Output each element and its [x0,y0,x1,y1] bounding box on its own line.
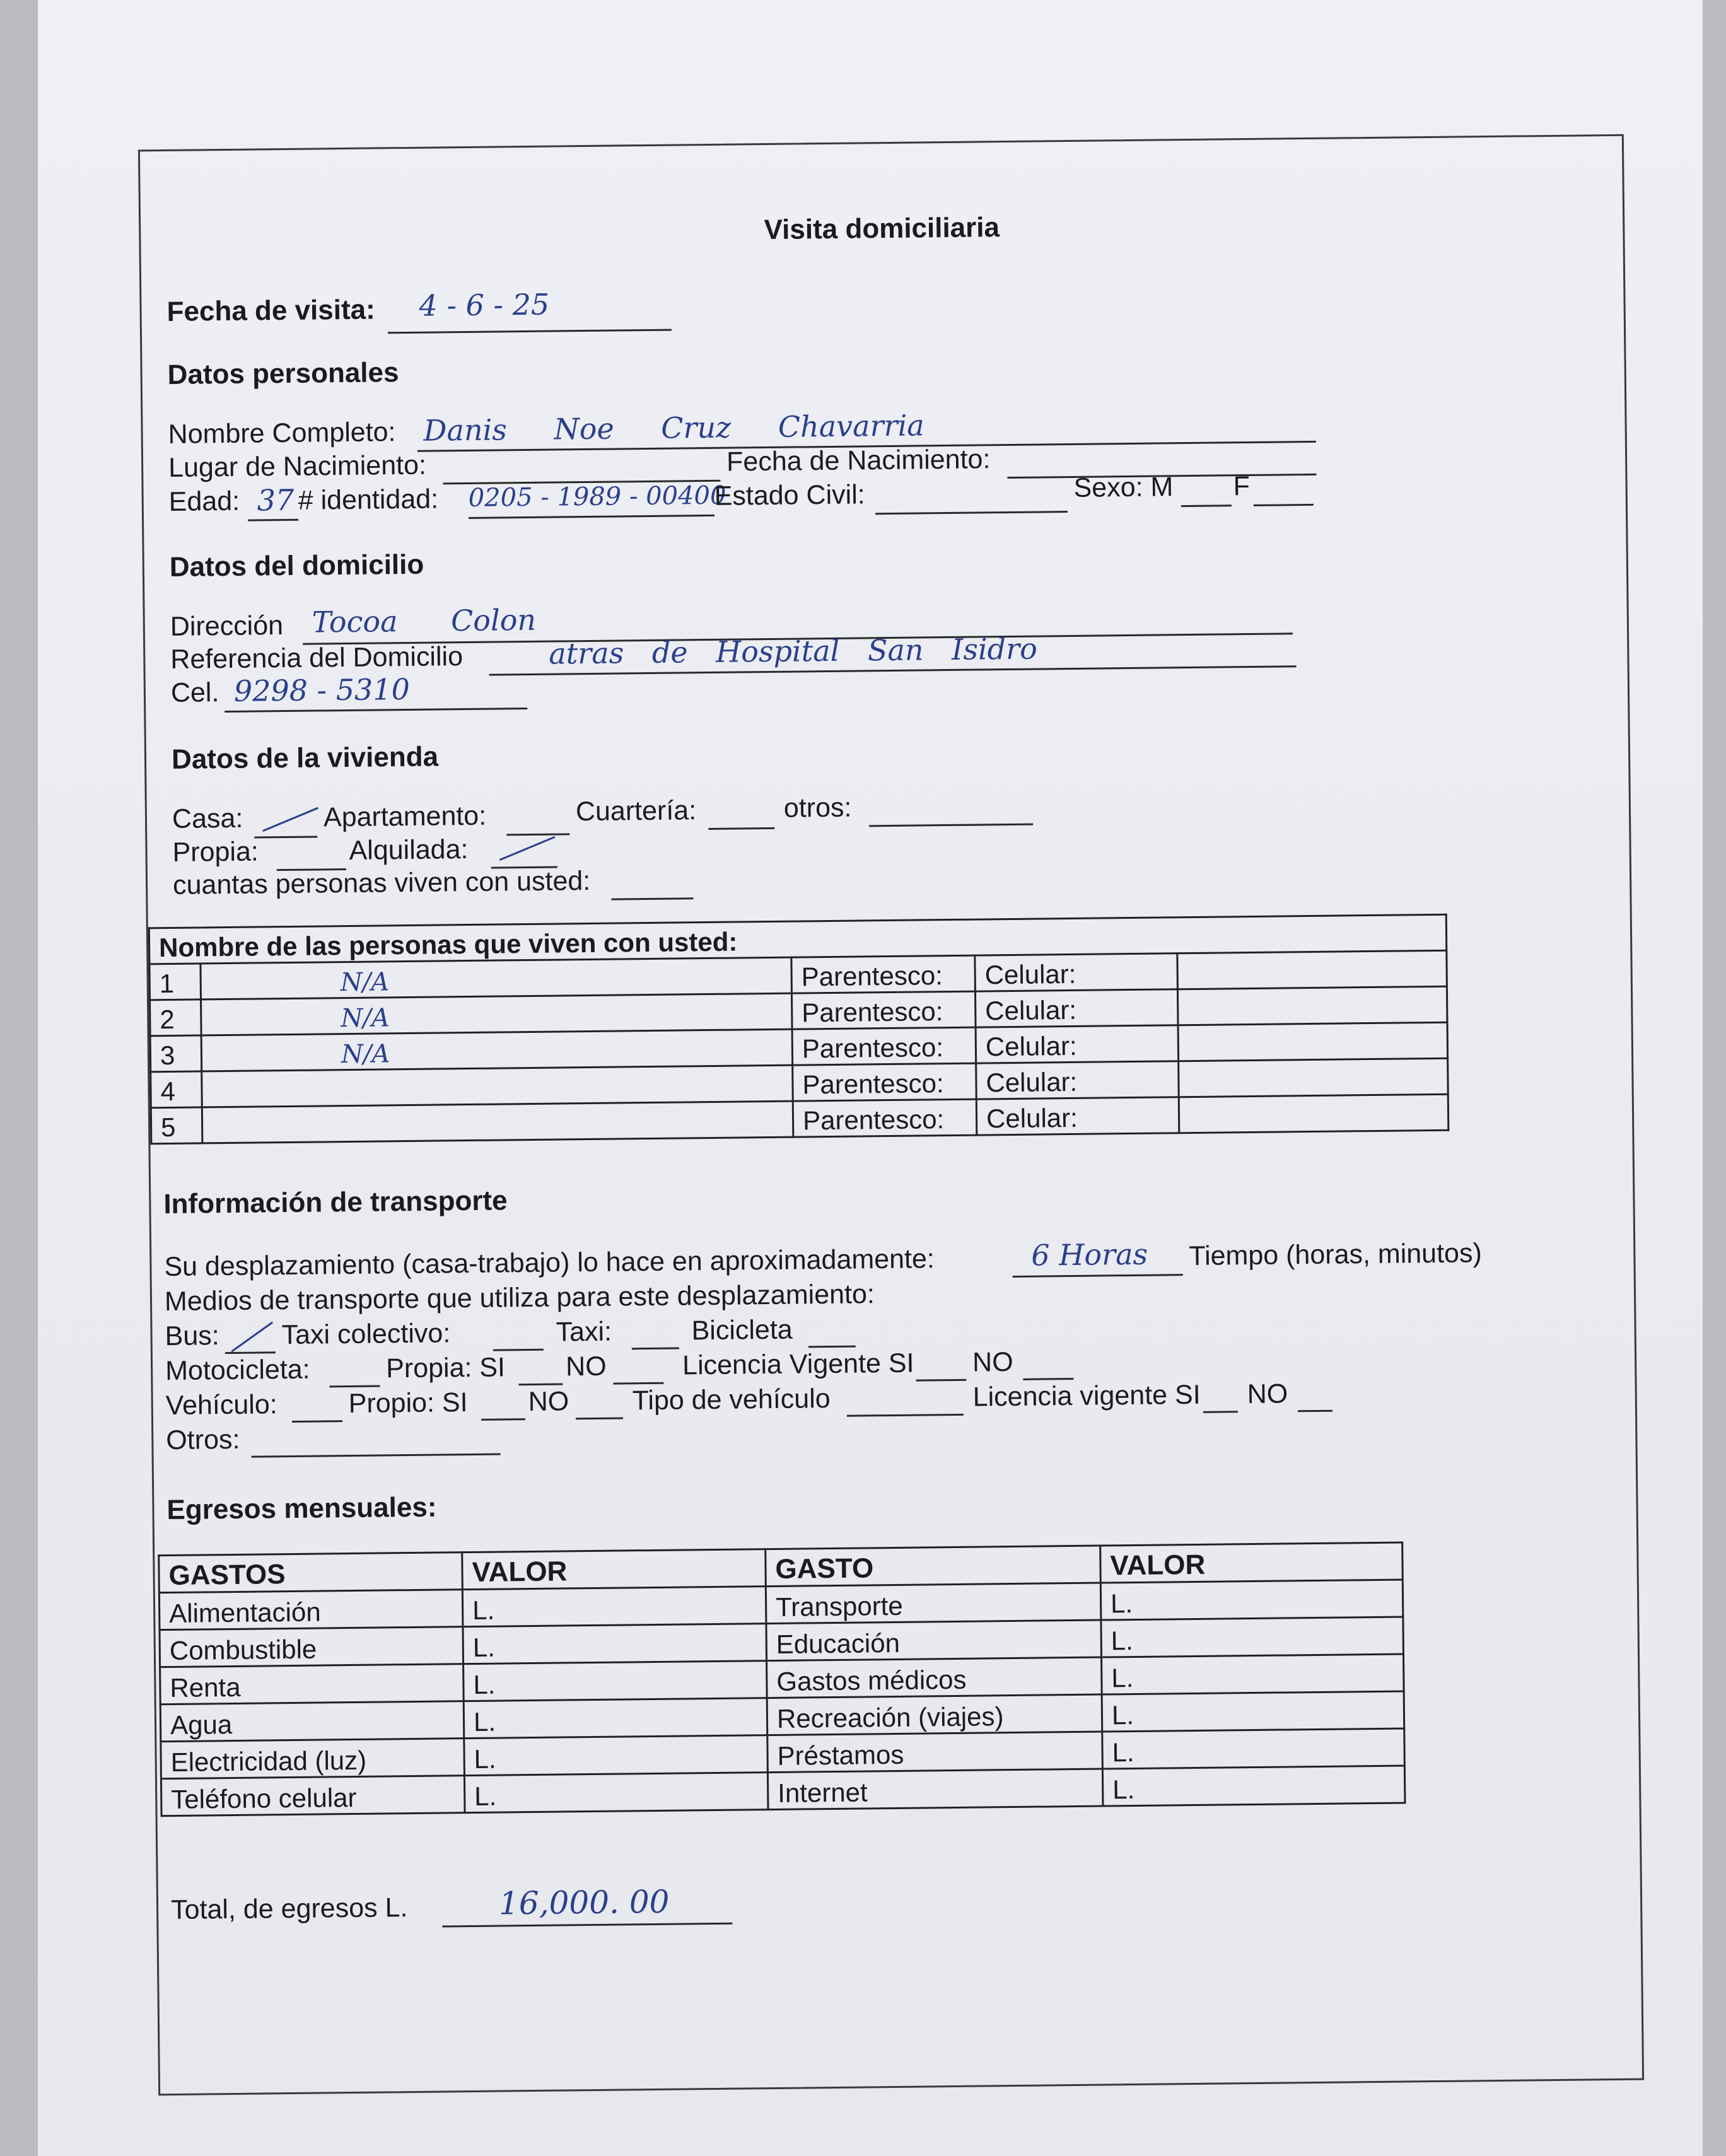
moto-propia-no-label: NO [565,1351,607,1382]
visit-date-label: Fecha de visita: [166,294,375,327]
bus-check-mark [231,1322,273,1353]
commute-line [1013,1274,1183,1278]
celular-label: Celular: [976,1097,1179,1135]
bus-label: Bus: [165,1320,219,1352]
address-label: Dirección [170,610,284,642]
form-title: Visita domiciliaria [764,212,1000,246]
celular-label: Celular: [975,953,1178,991]
name-value[interactable]: Danis Noe Cruz Chavarria [423,408,924,448]
id-line [469,515,714,519]
expense-value-cell[interactable]: L. [463,1624,767,1664]
bicicleta-line [808,1346,856,1348]
celular-label: Celular: [975,989,1178,1027]
celular-label: Celular: [976,1025,1179,1063]
expense-name: Agua [160,1701,464,1742]
otros-vivienda-line [869,824,1033,827]
people-table [148,914,1449,1145]
expense-name: Alimentación [159,1590,463,1630]
name-label: Nombre Completo: [168,417,396,450]
moto-label: Motocicleta: [165,1354,310,1387]
taxi-colectivo-label: Taxi colectivo: [281,1318,451,1351]
taxi-label: Taxi: [556,1316,612,1348]
row-number: 3 [150,1035,202,1072]
expense-value-cell[interactable]: L. [462,1587,766,1627]
cel-label: Cel. [170,677,219,708]
moto-propia-no-line [613,1382,663,1385]
otros-vivienda-label: otros: [783,792,852,824]
row-number: 2 [150,999,202,1036]
person-name: N/A [341,1003,390,1034]
vehiculo-propio-si-label: Propio: SI [348,1387,468,1419]
row-number: 1 [149,964,201,1000]
celular-cell[interactable] [1177,986,1447,1025]
otros-transporte-label: Otros: [166,1424,240,1456]
sex-label: Sexo: M [1073,472,1174,503]
expense-value-cell[interactable]: L. [1102,1654,1404,1694]
alquilada-label: Alquilada: [349,834,469,866]
person-name-cell[interactable] [201,993,793,1035]
housing-heading: Datos de la vivienda [171,741,439,775]
sex-f-line [1254,504,1314,506]
row-number: 4 [151,1071,202,1108]
expense-name: Gastos médicos [767,1657,1102,1698]
vehiculo-licencia-si-label: Licencia vigente SI [972,1379,1201,1413]
age-line [248,519,298,522]
transport-heading: Información de transporte [163,1185,508,1220]
expense-name: Internet [767,1769,1103,1810]
cuarteria-line [708,827,774,830]
transport-means-label: Medios de transporte que utiliza para este desplazamiento: [164,1279,875,1317]
taxi-line [632,1348,679,1350]
moto-licencia-no-line [1023,1378,1073,1380]
parentesco-label: Parentesco: [791,955,976,993]
personal-heading: Datos personales [167,357,399,390]
reference-value[interactable]: atras de Hospital San Isidro [549,631,1038,671]
expenses-col-valor: VALOR [462,1549,766,1590]
vehiculo-propio-si-line [481,1418,525,1421]
visit-date-value[interactable]: 4 - 6 - 25 [419,287,550,323]
person-name-cell[interactable] [202,1101,793,1143]
expense-name: Renta [160,1664,464,1704]
moto-licencia-si-label: Licencia Vigente SI [682,1348,914,1381]
people-count-line [611,897,693,900]
vehiculo-licencia-no-line [1298,1410,1332,1413]
civil-status-label: Estado Civil: [714,479,865,511]
id-value[interactable]: 0205 - 1989 - 00400 [468,481,726,513]
total-expenses-value[interactable]: 16,000. 00 [498,1883,670,1922]
expense-value-cell[interactable]: L. [1102,1691,1404,1732]
tipo-vehiculo-line [847,1414,964,1417]
expenses-col-gastos: GASTOS [159,1553,463,1593]
moto-licencia-no-label: NO [972,1346,1013,1378]
parentesco-label: Parentesco: [792,1027,976,1065]
cel-value[interactable]: 9298 - 5310 [233,672,411,708]
expense-value-cell[interactable]: L. [464,1661,767,1701]
celular-cell[interactable] [1179,1094,1449,1133]
expense-value-cell[interactable]: L. [1101,1617,1404,1657]
age-value[interactable]: 37 [257,482,294,518]
moto-propia-si-label: Propia: SI [385,1352,506,1384]
apartment-label: Apartamento: [323,800,487,833]
commute-label: Su desplazamiento (casa-trabajo) lo hace en aproximadamente: [164,1244,935,1283]
vehiculo-licencia-si-line [1203,1411,1238,1413]
commute-value[interactable]: 6 Horas [1031,1237,1148,1273]
vehiculo-propio-no-line [576,1417,623,1419]
expense-name: Electricidad (luz) [161,1739,465,1779]
cuarteria-label: Cuartería: [575,795,697,827]
sex-f-label: F [1233,470,1251,502]
otros-transporte-line [252,1454,501,1458]
expense-name: Teléfono celular [161,1776,465,1816]
apartment-line [506,833,569,836]
row-number: 5 [151,1107,202,1144]
expense-name: Recreación (viajes) [767,1694,1102,1735]
expenses-table [158,1542,1406,1817]
vehiculo-label: Vehículo: [165,1389,277,1421]
visit-date-line [388,329,672,334]
reference-label: Referencia del Domicilio [170,641,464,675]
person-name: N/A [340,967,390,998]
address-value[interactable]: Tocoa Colon [312,602,537,639]
expense-value-cell[interactable]: L. [464,1698,767,1739]
expense-name: Combustible [160,1627,464,1667]
person-name-cell[interactable] [201,1029,793,1071]
moto-propia-si-line [518,1383,563,1385]
moto-licencia-si-line [916,1379,966,1382]
celular-cell[interactable] [1179,1058,1449,1097]
cel-line [224,708,527,713]
expense-value-cell[interactable]: L. [1100,1580,1403,1620]
home-heading: Datos del domicilio [169,549,424,583]
expense-value-cell[interactable]: L. [1102,1766,1405,1806]
person-name: N/A [341,1039,390,1069]
expense-value-cell[interactable]: L. [1102,1728,1405,1769]
time-unit-label: Tiempo (horas, minutos) [1189,1238,1483,1272]
expense-name: Educación [766,1620,1102,1661]
taxi-colectivo-line [493,1349,544,1351]
form-frame [138,134,1644,2096]
vehiculo-licencia-no-label: NO [1247,1378,1288,1410]
casa-label: Casa: [172,803,243,834]
casa-line [254,836,317,839]
parentesco-label: Parentesco: [791,991,976,1029]
celular-cell[interactable] [1178,1022,1448,1061]
casa-check-mark [262,807,318,832]
expenses-col-valor-2: VALOR [1100,1542,1403,1583]
parentesco-label: Parentesco: [793,1099,977,1137]
expense-value-cell[interactable]: L. [464,1735,768,1776]
expenses-col-gasto: GASTO [766,1546,1101,1587]
bicicleta-label: Bicicleta [691,1314,793,1346]
person-name-cell[interactable] [201,957,792,999]
parentesco-label: Parentesco: [793,1063,977,1101]
id-label: # identidad: [298,484,439,516]
expense-name: Préstamos [767,1732,1103,1773]
expenses-heading: Egresos mensuales: [166,1491,437,1526]
sex-m-line [1181,504,1232,507]
celular-label: Celular: [976,1061,1179,1099]
moto-line [329,1385,380,1388]
celular-cell[interactable] [1177,950,1447,989]
expense-value-cell[interactable]: L. [464,1773,768,1813]
tipo-vehiculo-label: Tipo de vehículo [632,1384,831,1416]
total-expenses-line [442,1923,732,1928]
expense-name: Transporte [766,1583,1101,1624]
vehiculo-line [292,1420,342,1423]
paper-sheet [38,0,1703,2156]
person-name-cell[interactable] [202,1065,793,1107]
people-count-label: cuantas personas viven con usted: [172,865,591,900]
alquilada-check-mark [499,836,556,861]
total-expenses-label: Total, de egresos L. [170,1892,408,1926]
age-label: Edad: [168,486,240,517]
birthdate-label: Fecha de Nacimiento: [726,444,991,477]
people-table-header: Nombre de las personas que viven con usted: [149,914,1446,964]
propia-label: Propia: [172,836,259,868]
birthplace-label: Lugar de Nacimiento: [168,450,427,483]
civil-status-line [875,511,1068,515]
vehiculo-propio-no-label: NO [528,1386,569,1418]
